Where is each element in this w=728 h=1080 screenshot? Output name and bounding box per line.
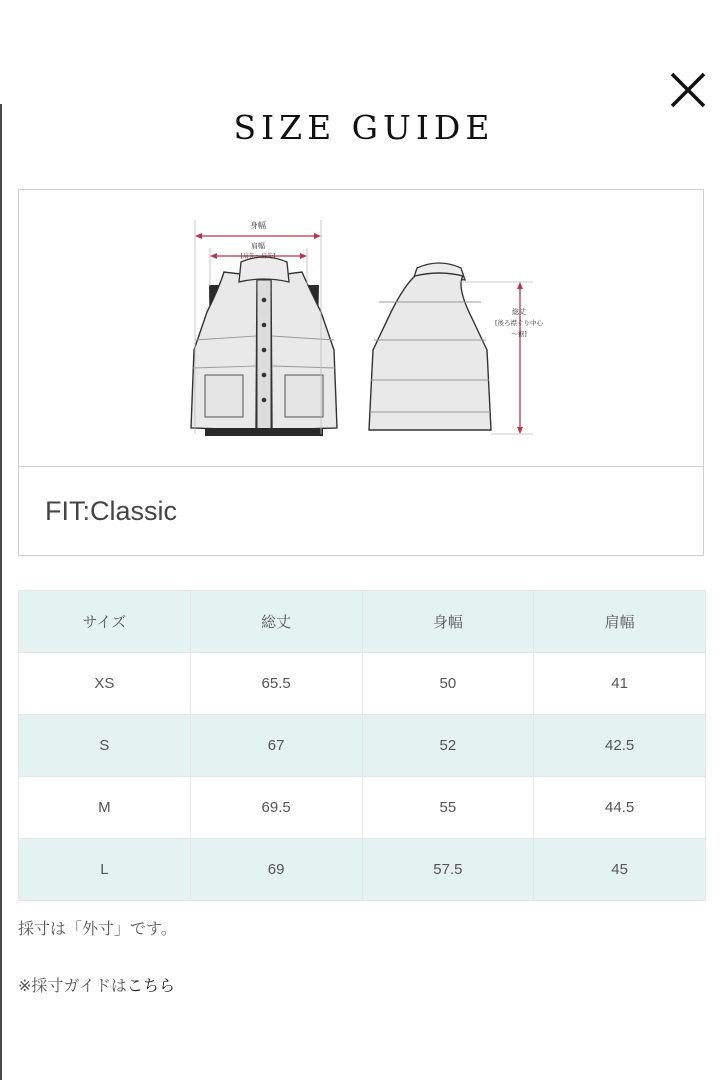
cell-size: L (19, 839, 191, 901)
table-header-row (19, 591, 706, 653)
size-guide-link[interactable]: こちら (126, 976, 175, 995)
fit-label: FIT:Classic (45, 496, 178, 526)
cell-size: S (19, 715, 191, 777)
cell-body-width: 57.5 (362, 839, 534, 901)
cell-length: 69.5 (190, 777, 362, 839)
cell-size: M (19, 777, 191, 839)
cell-body-width: 52 (362, 715, 534, 777)
cell-length: 65.5 (190, 653, 362, 715)
table-row (19, 715, 706, 777)
label-length-note-2: 〜裾] (511, 330, 527, 338)
label-shoulder-note: [肩先〜肩先] (240, 253, 276, 260)
vest-back-illustration (369, 263, 544, 434)
size-guide-prefix: ※採寸ガイドは (18, 976, 127, 995)
size-guide-note (18, 973, 175, 996)
cell-length: 67 (190, 715, 362, 777)
cell-body-width: 55 (362, 777, 534, 839)
header-body-width: 身幅 (362, 591, 534, 653)
label-length-note-1: [後ろ襟ぐり中心 (494, 319, 544, 327)
label-length: 総丈 (512, 308, 526, 316)
cell-shoulder-width: 41 (534, 653, 706, 715)
header-shoulder-width: 肩幅 (534, 591, 706, 653)
vest-front-illustration (191, 220, 337, 436)
table-row (19, 653, 706, 715)
vest-measurement-diagram (19, 190, 703, 466)
page-title: SIZE GUIDE (233, 108, 495, 147)
header-size: サイズ (19, 591, 191, 653)
table-row (19, 777, 706, 839)
size-diagram-panel (18, 189, 704, 467)
cell-size: XS (19, 653, 191, 715)
cell-shoulder-width: 42.5 (534, 715, 706, 777)
cell-shoulder-width: 45 (534, 839, 706, 901)
measurement-note: 採寸は「外寸」です。 (18, 919, 177, 938)
left-edge-rule (0, 104, 2, 1080)
header-length: 総丈 (190, 591, 362, 653)
label-body-width: 身幅 (250, 221, 266, 230)
table-row (19, 839, 706, 901)
close-button[interactable] (666, 66, 712, 112)
label-shoulder-width: 肩幅 (251, 242, 265, 250)
cell-body-width: 50 (362, 653, 534, 715)
cell-shoulder-width: 44.5 (534, 777, 706, 839)
size-table (18, 590, 706, 901)
fit-panel (18, 466, 704, 556)
cell-length: 69 (190, 839, 362, 901)
close-icon (666, 66, 712, 112)
